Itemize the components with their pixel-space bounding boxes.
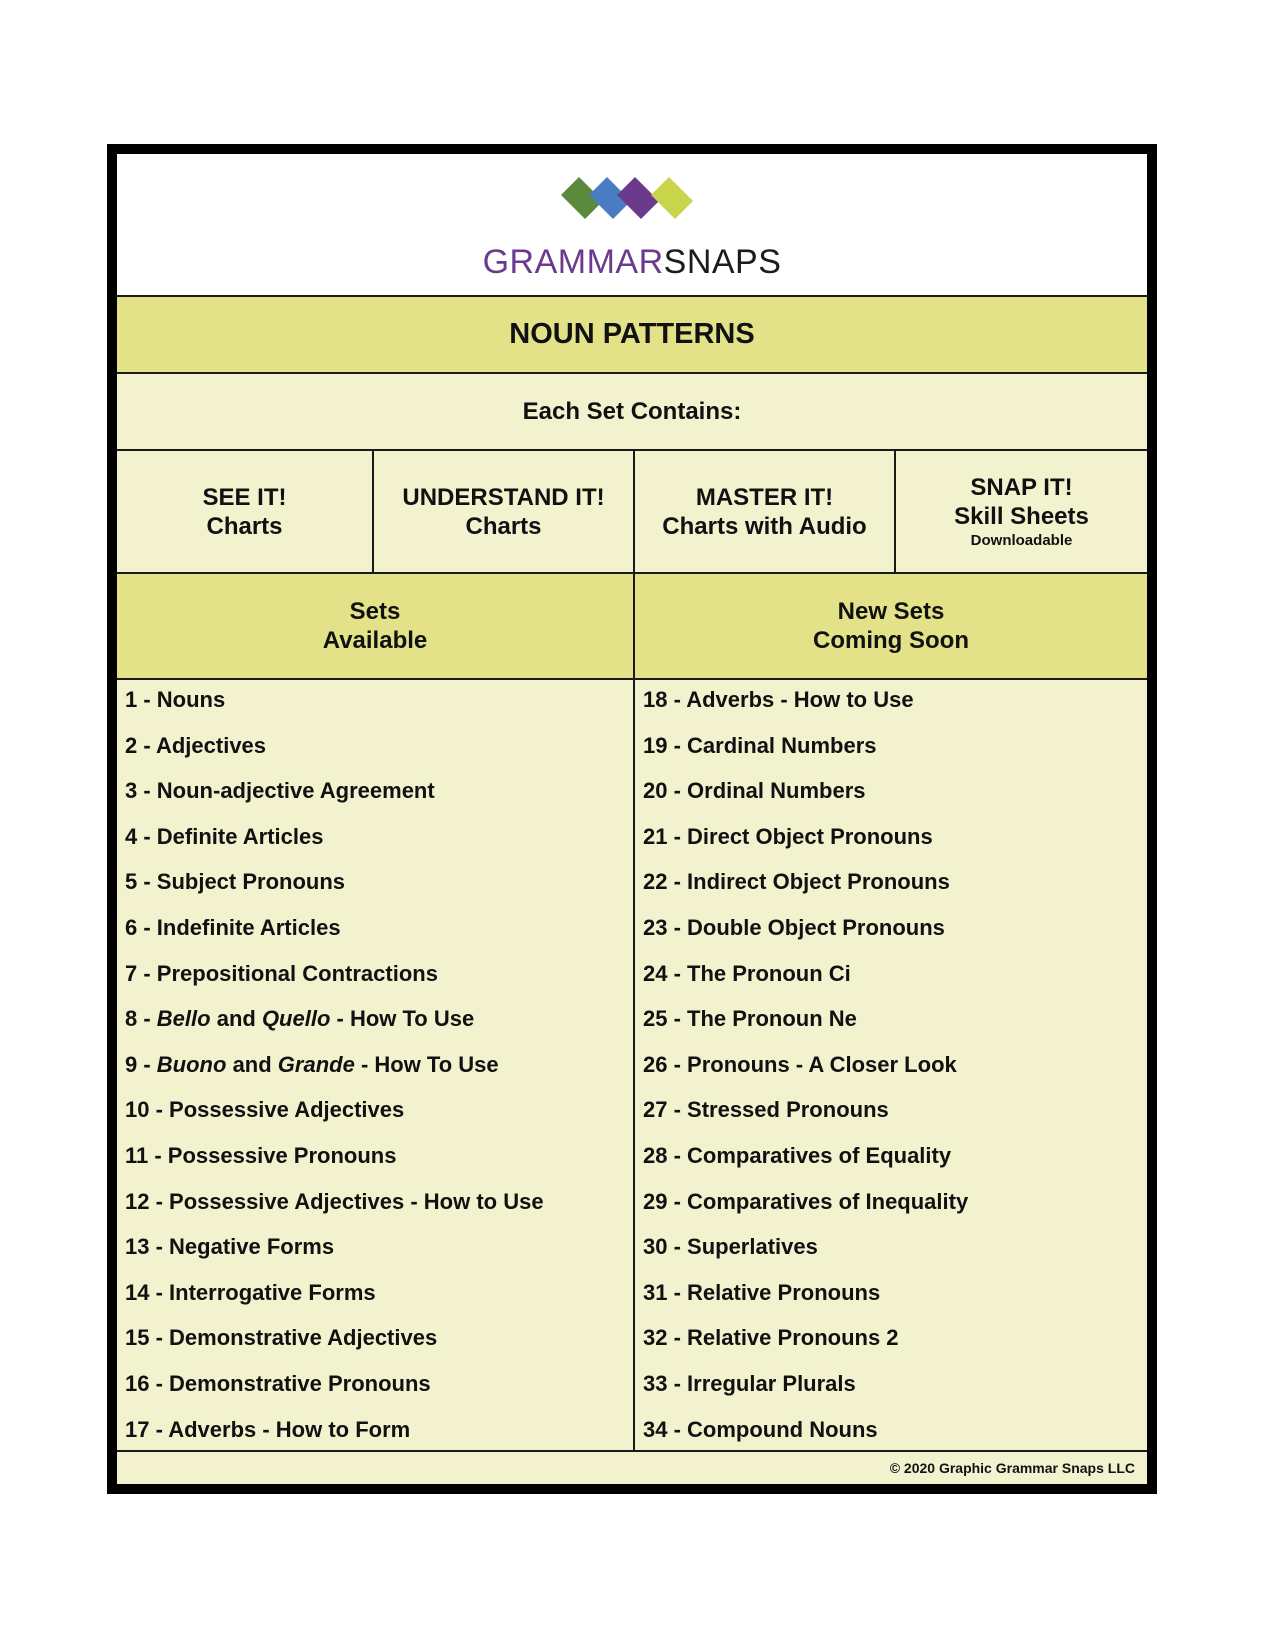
noun-patterns-card bbox=[107, 144, 1157, 1494]
features-row bbox=[117, 451, 1147, 574]
list-item: 33 - Irregular Plurals bbox=[643, 1370, 856, 1396]
list-item: 34 - Compound Nouns bbox=[643, 1416, 878, 1442]
list-item: 4 - Definite Articles bbox=[125, 823, 324, 849]
list-item: 13 - Negative Forms bbox=[125, 1234, 335, 1260]
list-item: 10 - Possessive Adjectives bbox=[125, 1097, 405, 1123]
copyright-text: © 2020 Graphic Grammar Snaps LLC bbox=[889, 1460, 1135, 1476]
list-item: 9 - Buono and Grande - How To Use bbox=[125, 1051, 499, 1077]
feature-subtitle: Charts bbox=[465, 512, 542, 540]
feature-subtitle: Skill Sheets bbox=[954, 502, 1089, 530]
list-item: 21 - Direct Object Pronouns bbox=[643, 823, 933, 849]
feature-title: SNAP IT! bbox=[970, 473, 1073, 501]
list-item: 12 - Possessive Adjectives - How to Use bbox=[125, 1188, 544, 1214]
list-item: 29 - Comparatives of Inequality bbox=[643, 1188, 969, 1214]
feature-understand-it bbox=[374, 451, 635, 572]
list-item: 26 - Pronouns - A Closer Look bbox=[643, 1051, 957, 1077]
sets-lists bbox=[117, 680, 1147, 1452]
list-item: 24 - The Pronoun Ci bbox=[643, 960, 851, 986]
header-line: New Sets bbox=[837, 598, 945, 625]
list-item: 25 - The Pronoun Ne bbox=[643, 1006, 857, 1032]
feature-master-it bbox=[635, 451, 896, 572]
list-item: 32 - Relative Pronouns 2 bbox=[643, 1325, 899, 1351]
available-sets-list bbox=[117, 680, 635, 1450]
list-item: 14 - Interrogative Forms bbox=[125, 1279, 376, 1305]
list-item: 30 - Superlatives bbox=[643, 1234, 818, 1260]
list-item: 1 - Nouns bbox=[125, 687, 226, 712]
feature-snap-it bbox=[896, 451, 1147, 572]
list-item: 27 - Stressed Pronouns bbox=[643, 1097, 889, 1123]
brand-part1: GRAMMAR bbox=[482, 243, 664, 281]
list-item: 2 - Adjectives bbox=[125, 732, 267, 758]
copyright-footer bbox=[117, 1452, 1147, 1484]
coming-sets-list bbox=[635, 680, 1147, 1450]
list-item: 6 - Indefinite Articles bbox=[125, 914, 341, 940]
feature-see-it bbox=[117, 451, 374, 572]
logo-mark-lime bbox=[651, 177, 693, 219]
list-item: 28 - Comparatives of Equality bbox=[643, 1142, 952, 1168]
list-item: 20 - Ordinal Numbers bbox=[643, 778, 866, 804]
coming-sets-header bbox=[635, 574, 1147, 678]
list-item: 22 - Indirect Object Pronouns bbox=[643, 869, 950, 895]
logo-mark-purple bbox=[617, 177, 659, 219]
page-title: NOUN PATTERNS bbox=[117, 297, 1147, 374]
list-item: 8 - Bello and Quello - How To Use bbox=[125, 1006, 475, 1032]
list-item: 31 - Relative Pronouns bbox=[643, 1279, 881, 1305]
available-sets-header bbox=[117, 574, 635, 678]
list-item: 18 - Adverbs - How to Use bbox=[643, 687, 914, 712]
columns-header bbox=[117, 574, 1147, 680]
grammarsnaps-logo-icon bbox=[557, 177, 717, 237]
feature-note: Downloadable bbox=[970, 531, 1073, 549]
list-item: 3 - Noun-adjective Agreement bbox=[125, 778, 435, 804]
list-item: 23 - Double Object Pronouns bbox=[643, 914, 945, 940]
list-item: 7 - Prepositional Contractions bbox=[125, 960, 438, 986]
feature-subtitle: Charts bbox=[206, 512, 283, 540]
list-item: 19 - Cardinal Numbers bbox=[643, 732, 877, 758]
feature-title: MASTER IT! bbox=[695, 483, 834, 511]
feature-subtitle: Charts with Audio bbox=[662, 512, 867, 540]
header-line: Coming Soon bbox=[813, 627, 969, 654]
header-line: Available bbox=[322, 627, 428, 654]
list-item: 11 - Possessive Pronouns bbox=[125, 1142, 397, 1168]
brand-wordmark bbox=[117, 242, 1147, 282]
contains-heading: Each Set Contains: bbox=[117, 374, 1147, 451]
logo-section bbox=[117, 154, 1147, 297]
feature-title: UNDERSTAND IT! bbox=[402, 483, 605, 511]
list-item: 17 - Adverbs - How to Form bbox=[125, 1416, 411, 1442]
feature-title: SEE IT! bbox=[202, 483, 287, 511]
list-item: 15 - Demonstrative Adjectives bbox=[125, 1325, 438, 1351]
brand-part2: SNAPS bbox=[663, 243, 782, 281]
list-item: 16 - Demonstrative Pronouns bbox=[125, 1370, 431, 1396]
header-line: Sets bbox=[349, 598, 401, 625]
list-item: 5 - Subject Pronouns bbox=[125, 869, 346, 895]
